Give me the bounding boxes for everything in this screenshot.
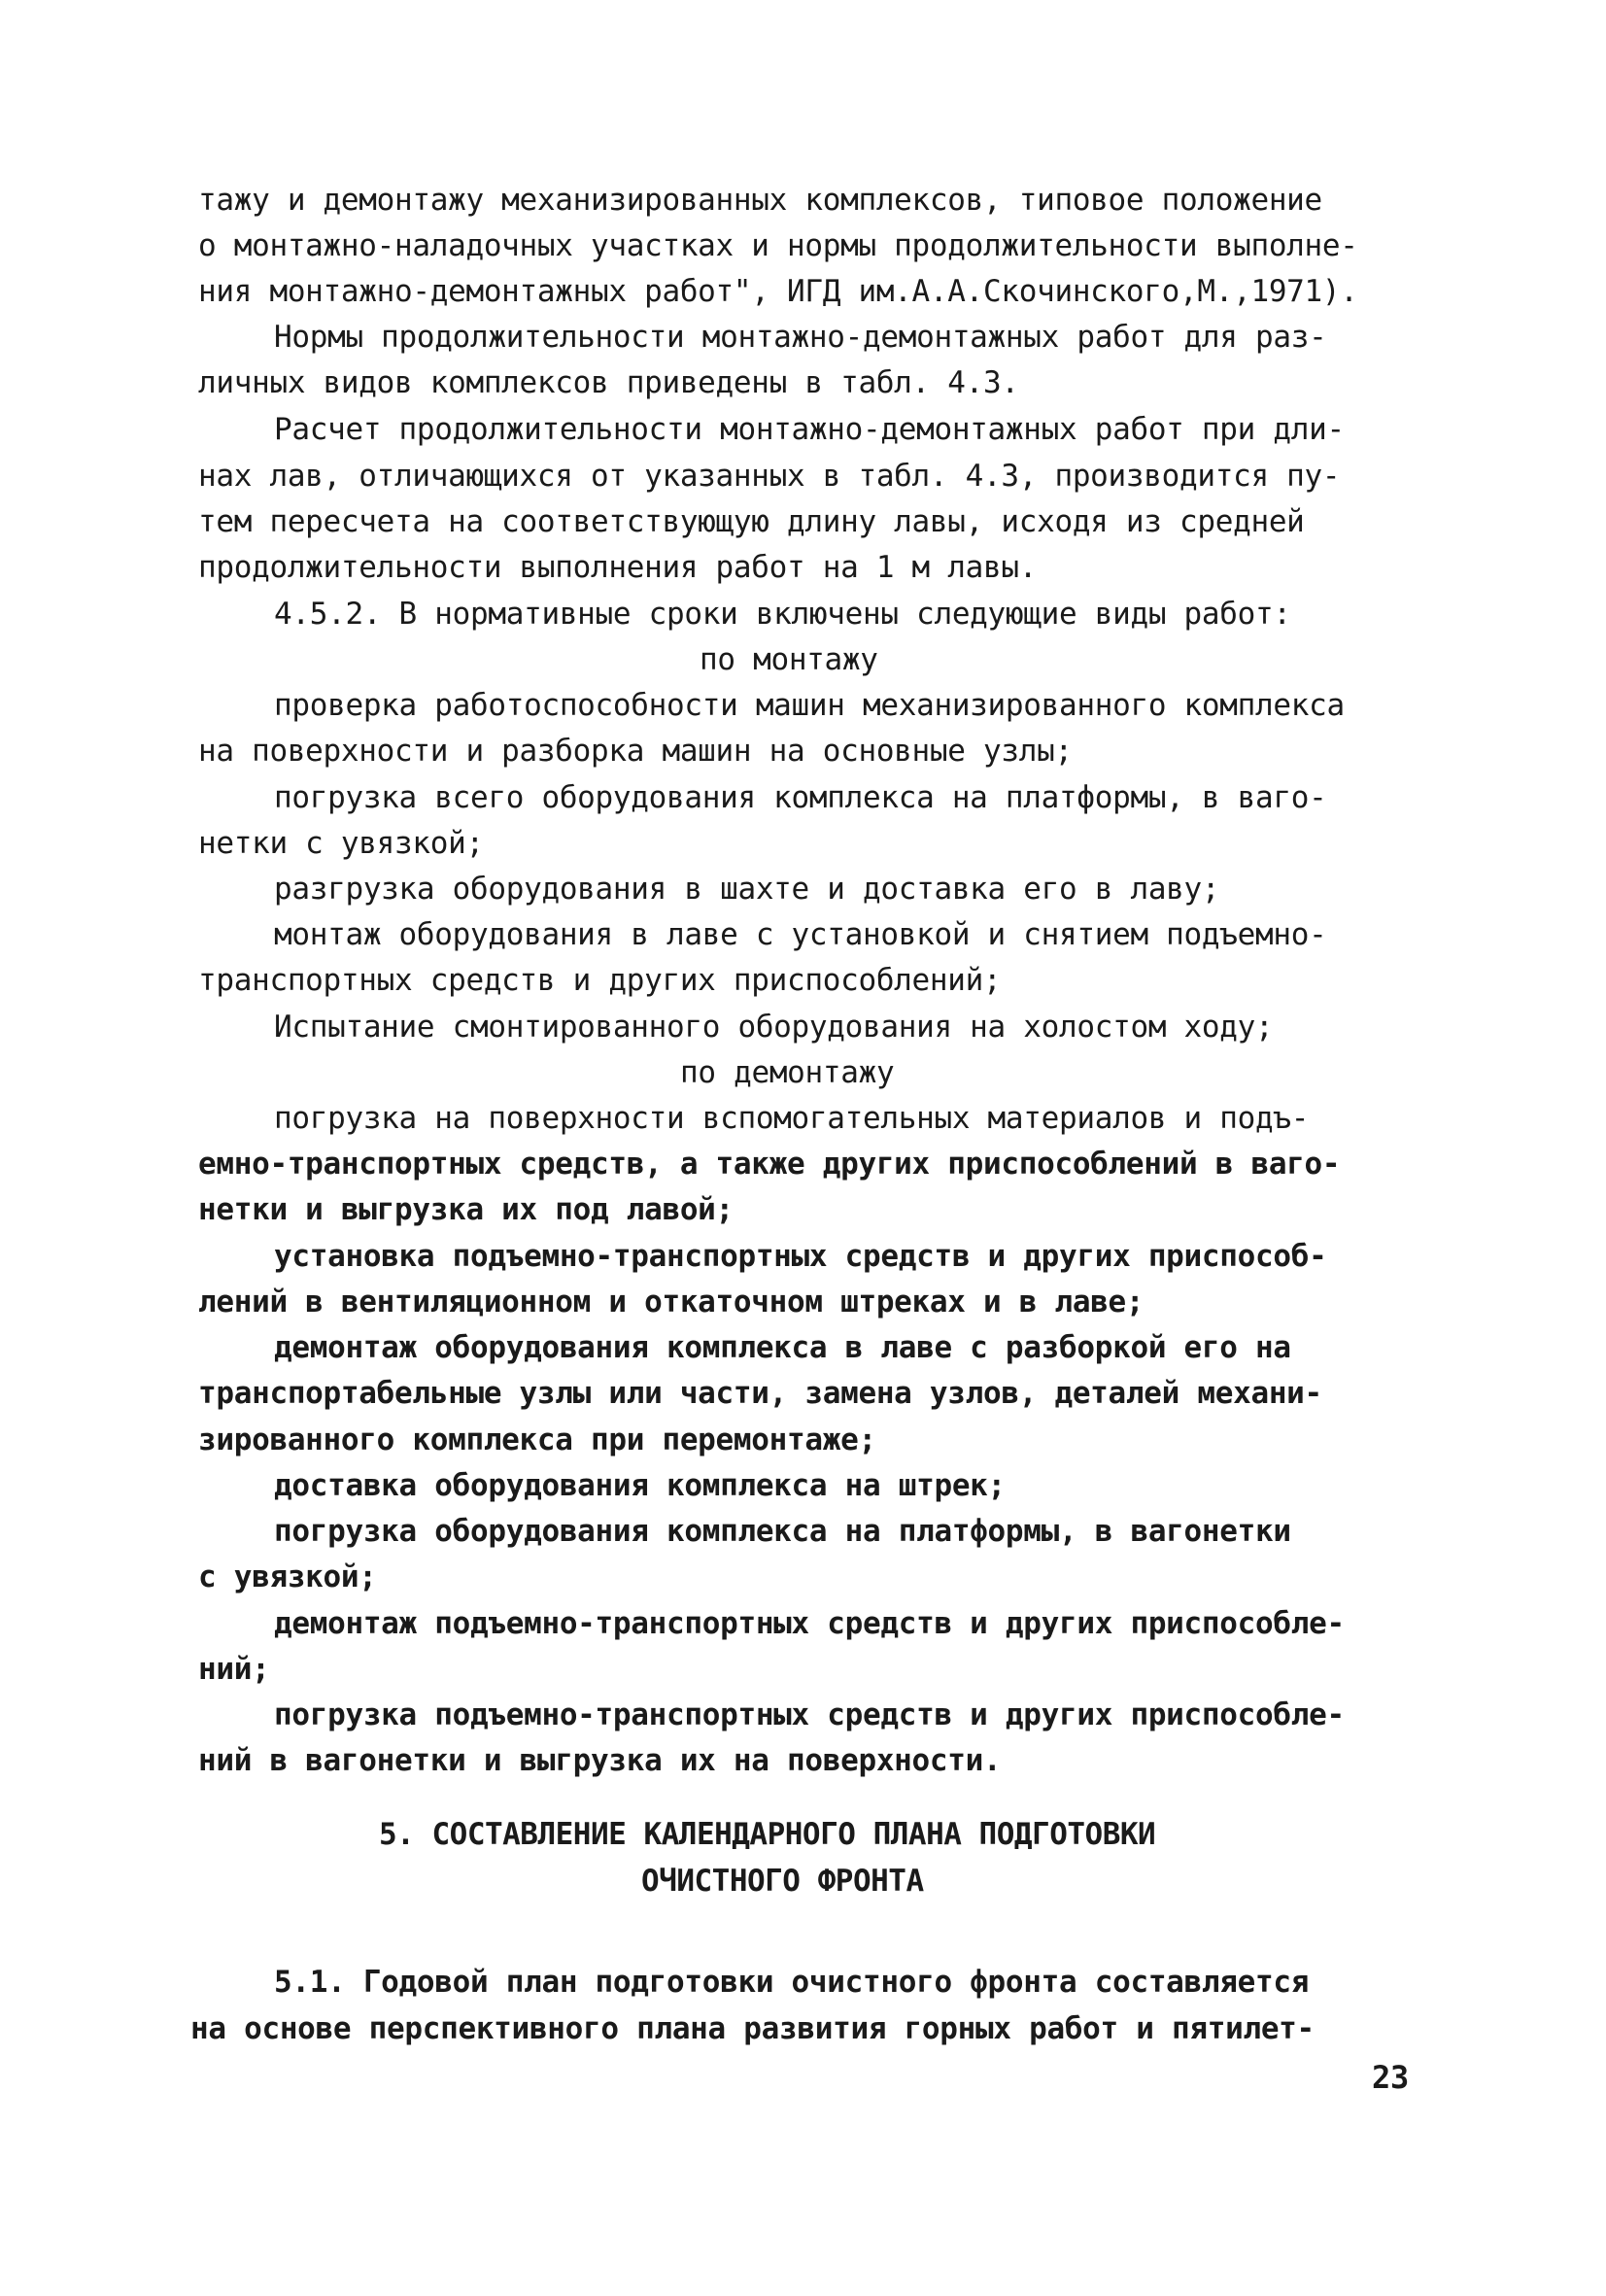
text-line: установка подъемно-транспортных средств и других приспособ-: [274, 1239, 1327, 1274]
text-line: монтаж оборудования в лаве с установкой и снятием подъемно-: [274, 917, 1327, 952]
text-line: зированного комплекса при перемонтаже;: [198, 1422, 876, 1457]
text-line: демонтаж подъемно-транспортных средств и других приспособле-: [274, 1606, 1345, 1641]
text-line: демонтаж оборудования комплекса в лаве с разборкой его на: [274, 1330, 1291, 1365]
section-heading-line-1: 5. СОСТАВЛЕНИЕ КАЛЕНДАРНОГО ПЛАНА ПОДГОТОВКИ: [379, 1817, 1156, 1852]
text-line: погрузка всего оборудования комплекса на платформы, в ваго-: [274, 780, 1327, 815]
text-line: тем пересчета на соответствующую длину лавы, исходя из средней: [198, 504, 1305, 539]
text-line: личных видов комплексов приведены в табл. 4.3.: [198, 365, 1019, 400]
subheading-montage: по монтажу: [700, 642, 878, 677]
page-number: 23: [1372, 2059, 1409, 2096]
text-line: с увязкой;: [198, 1559, 377, 1594]
text-line: на основе перспективного плана развития горных работ и пятилет-: [190, 2011, 1315, 2046]
text-line: ний в вагонетки и выгрузка их на поверхности.: [198, 1743, 1002, 1778]
text-line: проверка работоспособности машин механизированного комплекса: [274, 688, 1345, 723]
text-line: нах лав, отличающихся от указанных в табл. 4.3, производится пу-: [198, 459, 1341, 494]
text-line: о монтажно-наладочных участках и нормы продолжительности выполне-: [198, 228, 1358, 263]
text-line: продолжительности выполнения работ на 1 м лавы.: [198, 550, 1038, 585]
text-line: ния монтажно-демонтажных работ", ИГД им.А.А.Скочинского,М.,1971).: [198, 274, 1358, 309]
text-line: погрузка оборудования комплекса на платформы, в вагонетки: [274, 1514, 1291, 1549]
subheading-demontage: по демонтажу: [680, 1055, 895, 1090]
text-line: нетки с увязкой;: [198, 826, 484, 861]
text-line: 5.1. Годовой план подготовки очистного фронта составляется: [274, 1965, 1310, 2000]
text-line: Нормы продолжительности монтажно-демонтажных работ для раз-: [274, 320, 1327, 355]
text-line: погрузка подъемно-транспортных средств и других приспособле-: [274, 1697, 1345, 1732]
text-line: Испытание смонтированного оборудования на холостом ходу;: [274, 1010, 1274, 1045]
text-line: транспортных средств и других приспособлений;: [198, 963, 1002, 998]
section-heading-line-2: ОЧИСТНОГО ФРОНТА: [641, 1864, 924, 1899]
text-line: нетки и выгрузка их под лавой;: [198, 1192, 734, 1227]
text-line: разгрузка оборудования в шахте и доставка его в лаву;: [274, 872, 1220, 907]
text-line: тажу и демонтажу механизированных комплексов, типовое положение: [198, 183, 1322, 218]
text-line: лений в вентиляционном и откаточном штреках и в лаве;: [198, 1285, 1145, 1319]
text-line: на поверхности и разборка машин на основные узлы;: [198, 734, 1073, 769]
text-line: доставка оборудования комплекса на штрек;: [274, 1468, 1006, 1503]
text-line: емно-транспортных средств, а также других приспособлений в ваго-: [198, 1147, 1341, 1182]
text-line: транспортабельные узлы или части, замена узлов, деталей механи-: [198, 1376, 1322, 1411]
text-line: погрузка на поверхности вспомогательных материалов и подъ-: [274, 1101, 1310, 1136]
text-line: ний;: [198, 1652, 270, 1687]
text-line: 4.5.2. В нормативные сроки включены следующие виды работ:: [274, 597, 1291, 632]
text-line: Расчет продолжительности монтажно-демонтажных работ при дли-: [274, 412, 1345, 447]
